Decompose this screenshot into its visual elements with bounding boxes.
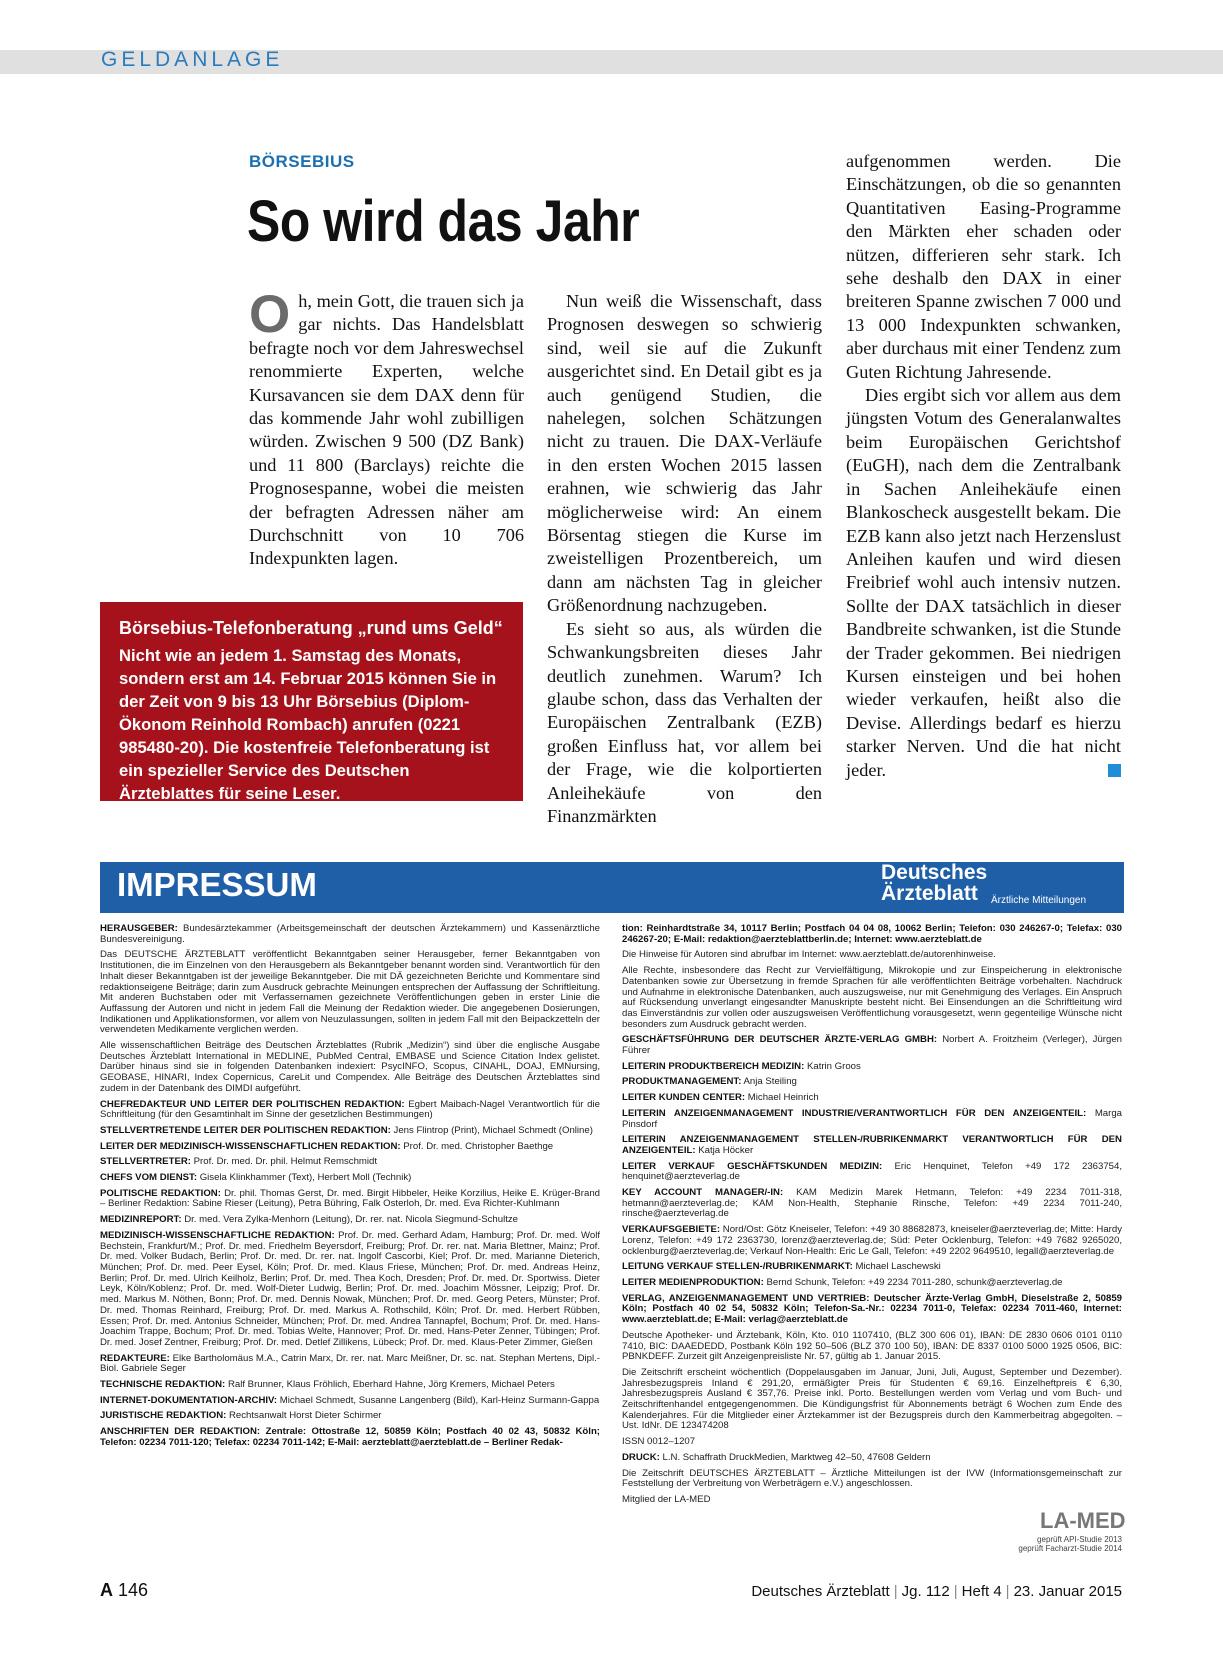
kicker: BÖRSEBIUS — [249, 152, 355, 171]
impressum-text: Elke Bartholomäus M.A., Catrin Marx, Dr. rer. nat. Marc Meißner, Dr. sc. nat. Stephan Mertens, Dipl.-Biol. Gabriele Seger — [100, 1352, 600, 1375]
footer-journal: Deutsches Ärzteblatt — [751, 1583, 890, 1600]
impressum-text: L.N. Schaffrath DruckMedien, Marktweg 42–50, 47608 Geldern — [662, 1451, 931, 1463]
impressum-label: CHEFS VOM DIENST: — [100, 1172, 198, 1184]
article-paragraph: aufgenommen werden. Die Einschätzungen, ob die so genannten Quantitativen Easing-Programme den Märkten eher schaden oder nützen, differieren sehr stark. Ich sehe deshalb den DAX in einer breiteren Spanne zwischen 7 000 und 13 000 Indexpunkten schwanken, aber durchaus mit einer Tendenz zum Guten Richtung Jahresende. — [846, 151, 1121, 382]
lamed-sub-1: geprüft API-Studie 2013 — [1037, 1535, 1122, 1544]
page-prefix: A — [100, 1580, 113, 1600]
impressum-entry — [622, 1278, 1122, 1289]
impressum-label: INTERNET-DOKUMENTATION-ARCHIV: — [100, 1394, 278, 1406]
impressum-text: Die Zeitschrift DEUTSCHES ÄRZTEBLATT – Ärztliche Mitteilungen ist der IVW (Informationsgemeinschaft zur Feststellung der Verbreitung von Werbeträgern e.V.) angeschlossen. — [622, 1467, 1122, 1490]
impressum-label: ANSCHRIFTEN DER REDAKTION: Zentrale: Ottostraße 12, 50859 Köln; Postfach 40 02 43, 50832 Köln; Telefon: 02234 7011-120; Telefax: 02234 7011-142; E-Mail: aerzteblatt@aerzteblatt.de – Berliner Redak- — [100, 1426, 600, 1448]
impressum-entry — [100, 1380, 600, 1391]
impressum-entry — [622, 1294, 1122, 1326]
logo-line-1: Deutsches — [881, 861, 988, 884]
impressum-entry — [622, 1188, 1122, 1220]
impressum-entry — [622, 966, 1122, 1030]
article-column-3 — [846, 150, 1121, 782]
impressum-entry — [100, 1231, 600, 1349]
impressum-entry — [100, 1157, 600, 1168]
impressum-entry — [100, 1411, 600, 1422]
impressum-text: Bernd Schunk, Telefon: +49 2234 7011-280, schunk@aerzteverlag.de — [766, 1276, 1063, 1288]
impressum-label: JURISTISCHE REDAKTION: — [100, 1410, 227, 1422]
impressum-label: LEITER VERKAUF GESCHÄFTSKUNDEN MEDIZIN: — [622, 1160, 883, 1172]
impressum-text: Alle Rechte, insbesondere das Recht zur Vervielfältigung, Mikrokopie und zur Einspeicherung in elektronische Datenbanken sowie zur Übersetzung in fremde Sprachen für alle veröffentlichten Beiträge vorbehalten. Nachdruck und Aufnahme in elektronische Datenbanken, auch auszugsweise, nur mit Genehmigung des Verlages. Ein Anspruch auf Rücksendung unverlangt eingesandter Manuskripte besteht nicht. Bei Einsendungen an die Schriftleitung wird das Einverständnis zur vollen oder auszugsweisen Veröffentlichung vorausgesetzt, wenn gegenteilige Wünsche nicht besonders zum Ausdruck gebracht werden. — [622, 965, 1122, 1030]
impressum-text: Prof. Dr. med. Gerhard Adam, Hamburg; Prof. Dr. med. Wolf Bechstein, Frankfurt/M.; Prof. Dr. med. Friedhelm Beyersdorf, Freiburg; Prof. Dr. rer. nat. Maria Blettner, Mainz; Prof. Dr. med. Volker Budach, Berlin; Prof. Dr. med. Dr. rer. nat. Ingolf Cascorbi, Kiel; Prof. Dr. med. Marianne Dieterich, München; Prof. Dr. med. Peer Eysel, Köln; Prof. Dr. med. Klaus Friese, München; Prof. Dr. med. Andreas Heinz, Berlin; Prof. Dr. med. Ulrich Keilholz, Berlin; Prof. Dr. med. Thea Koch, Dresden; Prof. Dr. med. Dr. Sportwiss. Dieter Leyk, Köln/Koblenz; Prof. Dr. med. Wolf-Dieter Ludwig, Berlin; Prof. Dr. med. Joachim Mössner, Leipzig; Prof. Dr. med. Markus M. Nöthen, Bonn; Prof. Dr. med. Dennis Nowak, München; Prof. Dr. med. Georg Peters, Münster; Prof. Dr. med. Thomas Reinhard, Freiburg; Prof. Dr. med. Markus A. Rothschild, Köln; Prof. Dr. med. Herbert Rübben, Essen; Prof. Dr. med. Antonius Schneider, München; Prof. Dr. med. Andrea Tannapfel, Bochum; Prof. Dr. med. Hans-Joachim Trappe, Bochum; Prof. Dr. med. Tobias Welte, Hannover; Prof. Dr. med. Hans-Peter Zenner, Tübingen; Prof. Dr. med. Josef Zentner, Freiburg; Prof. Dr. med. Detlef Zillikens, Lübeck; Prof. Dr. med. Klaus-Peter Zimmer, Gießen — [100, 1229, 600, 1348]
footer-volume: Jg. 112 — [901, 1583, 950, 1600]
impressum-entry — [100, 1100, 600, 1121]
impressum-text: Prof. Dr. med. Dr. phil. Helmut Remschmidt — [193, 1156, 378, 1168]
impressum-text: ISSN 0012–1207 — [622, 1436, 696, 1448]
impressum-label: STELLVERTRETER: — [100, 1156, 191, 1168]
impressum-entry — [622, 1162, 1122, 1183]
impressum-left-column — [100, 924, 600, 1454]
article-text: Dies ergibt sich vor allem aus dem jüngsten Votum des Generalanwaltes beim Europäischen Gerichtshof (EuGH), nach dem die Zentralbank in Sachen Anleihekäufe einen Blankoscheck ausgestellt bekam. Die EZB kann also jetzt nach Herzenslust Anleihen kaufen und wird diesen Freibrief wohl auch intensiv nutzen. Sollte der DAX tatsächlich in dieser Bandbreite schwanken, ist die Stunde der Trader gekommen. Bei niedrigen Kursen einsteigen und bei hohen wieder verkaufen, heißt also die Devise. Allerdings bedarf es hierzu starker Nerven. Und die hat nicht jeder. — [846, 385, 1121, 780]
impressum-entry — [622, 1453, 1122, 1464]
impressum-entry — [622, 1062, 1122, 1073]
impressum-label: STELLVERTRETENDE LEITER DER POLITISCHEN REDAKTION: — [100, 1124, 391, 1136]
impressum-label: PRODUKTMANAGEMENT: — [622, 1076, 742, 1088]
impressum-label: LEITER DER MEDIZINISCH-WISSENSCHAFTLICHEN REDAKTION: — [100, 1140, 401, 1152]
impressum-text: Deutsche Apotheker- und Ärztebank, Köln, Kto. 010 1107410, (BLZ 300 606 01), IBAN: DE 2830 0606 0101 0110 7410, BIC: DAAEDEDD, Postbank Köln 192 50–506 (BLZ 370 100 50), IBAN: DE 8337 0100 5000 1925 0506, BIC: PBNKDEFF. Zurzeit gilt Anzeigenpreisliste Nr. 57, gültig ab 1. Januar 2015. — [622, 1329, 1122, 1363]
impressum-entry — [622, 1077, 1122, 1088]
impressum-label: GESCHÄFTSFÜHRUNG DER DEUTSCHER ÄRZTE-VERLAG GMBH: — [622, 1034, 938, 1046]
impressum-text: Michael Schmedt, Susanne Langenberg (Bild), Karl-Heinz Surmann-Gappa — [279, 1394, 600, 1406]
impressum-entry — [622, 1035, 1122, 1056]
impressum-text: Jens Flintrop (Print), Michael Schmedt (Online) — [393, 1124, 593, 1136]
impressum-text: Michael Heinrich — [747, 1092, 819, 1104]
impressum-entry — [622, 1225, 1122, 1257]
impressum-text: Katrin Groos — [806, 1060, 861, 1072]
impressum-text: Norbert A. Froitzheim (Verleger), Jürgen Führer — [622, 1034, 1122, 1057]
impressum-entry — [622, 1368, 1122, 1432]
impressum-label: LEITUNG VERKAUF STELLEN-/RUBRIKENMARKT: — [622, 1261, 853, 1273]
impressum-entry — [622, 1331, 1122, 1363]
impressum-right-column — [622, 924, 1122, 1511]
impressum-text: Anja Steiling — [743, 1076, 797, 1088]
impressum-text: Marga Pinsdorf — [622, 1107, 1123, 1130]
impressum-label: VERKAUFSGEBIETE: — [622, 1224, 721, 1236]
logo-subtitle: Ärztliche Mitteilungen — [991, 895, 1087, 906]
page-number — [100, 1580, 148, 1601]
impressum-label: LEITERIN PRODUKTBEREICH MEDIZIN: — [622, 1060, 805, 1072]
footer-issue: Heft 4 — [961, 1583, 1002, 1600]
impressum-entry — [622, 1109, 1122, 1130]
info-box — [100, 602, 523, 801]
article-column-2 — [547, 290, 822, 828]
impressum-label: LEITERIN ANZEIGENMANAGEMENT STELLEN-/RUBRIKENMARKT VERANTWORTLICH FÜR DEN ANZEIGENTEIL: — [622, 1134, 1122, 1156]
impressum-label: LEITER MEDIENPRODUKTION: — [622, 1276, 764, 1288]
impressum-entry — [100, 1189, 600, 1210]
impressum-entry — [100, 1354, 600, 1375]
info-box-title: Börsebius-Telefonberatung „rund ums Geld“ — [119, 618, 503, 638]
impressum-label: REDAKTEURE: — [100, 1352, 170, 1364]
info-box-body: Nicht wie an jedem 1. Samstag des Monats, sondern erst am 14. Februar 2015 können Sie in der Zeit von 9 bis 13 Uhr Börsebius (Diplom-Ökonom Reinhold Rombach) anrufen (0221 985480-20). Die kostenfreie Telefonberatung ist ein spezieller Service des Deutschen Ärzteblattes für seine Leser. — [119, 646, 497, 803]
impressum-label: KEY ACCOUNT MANAGER/-IN: — [622, 1187, 784, 1199]
impressum-text: Katja Höcker — [698, 1144, 754, 1156]
impressum-label: tion: Reinhardtstraße 34, 10117 Berlin; Postfach 04 04 08, 10062 Berlin; Telefon: 030 246267-0; Telefax: 030 246267-20; E-Mail: redaktion@aerzteblattberlin.de; Internet: www.aerzteblatt.de — [622, 923, 1122, 945]
impressum-label: LEITER KUNDEN CENTER: — [622, 1092, 746, 1104]
impressum-label: LEITERIN ANZEIGENMANAGEMENT INDUSTRIE/VERANTWORTLICH FÜR DEN ANZEIGENTEIL: — [622, 1107, 1087, 1119]
footer-info: Deutsches Ärzteblatt | Jg. 112 | Heft 4 | 23. Januar 2015 — [751, 1583, 1122, 1600]
impressum-text: Die Zeitschrift erscheint wöchentlich (Doppelausgaben im Januar, Juni, Juli, August, September und Dezember). Jahresbezugspreis Inland € 291,20, ermäßigter Preis für Studenten € 69,16. Einzelheftpreis € 6,30, Jahresbezugspreis Ausland € 357,76. Preise inkl. Porto. Bestellungen werden vom Verlag und vom Buch- und Zeitschriftenhandel entgegengenommen. Die Kündigungsfrist für Abonnements beträgt 6 Wochen zum Ende des Kalenderjahres. Für die Mitglieder einer Ärztekammer ist der Bezugspreis durch den Kammerbeitrag abgegolten. – Ust. IdNr. DE 123474208 — [622, 1366, 1122, 1432]
impressum-label: DRUCK: — [622, 1451, 660, 1463]
impressum-label: POLITISCHE REDAKTION: — [100, 1187, 221, 1199]
impressum-label: MEDIZINISCH-WISSENSCHAFTLICHE REDAKTION: — [100, 1229, 335, 1241]
impressum-entry — [622, 1495, 1122, 1506]
section-label: GELDANLAGE — [101, 48, 284, 71]
article-column-1 — [249, 285, 524, 571]
article-paragraph: h, mein Gott, die trauen sich ja gar nichts. Das Handelsblatt befragte noch vor dem Jahreswechsel renommierte Experten, welche Kursavancen sie dem DAX denn für das kommende Jahr wohl zubilligen würden. Zwischen 9 500 (DZ Bank) und 11 800 (Barclays) reichte die Prognosespanne, wobei die meisten der befragten Adressen näher am Durchschnitt von 10 706 Indexpunkten lagen. — [249, 291, 524, 569]
headline: So wird das Jahr — [247, 189, 640, 254]
impressum-label: VERLAG, ANZEIGENMANAGEMENT UND VERTRIEB: Deutscher Ärzte-Verlag GmbH, Dieselstraße 2, 50859 Köln; Postfach 40 02 54, 50832 Köln; Telefon-Sa.-Nr.: 02234 7011-0, Telefax: 02234 7011-460, Internet: www.aerzteblatt.de; E-Mail: verlag@aerzteblatt.de — [622, 1292, 1122, 1326]
impressum-entry — [622, 1469, 1122, 1490]
impressum-entry — [100, 1041, 600, 1095]
impressum-text: KAM Medizin Marek Hetmann, Telefon: +49 2234 7011-318, hetmann@aerzteverlag.de; KAM Non-Health, Stephanie Rinsche, Telefon: +49 2234 7011-240, rinsche@aerzteverlag.de — [622, 1187, 1122, 1220]
impressum-label: CHEFREDAKTEUR UND LEITER DER POLITISCHEN REDAKTION: — [100, 1098, 405, 1110]
impressum-label: MEDIZINREPORT: — [100, 1214, 182, 1226]
impressum-entry — [622, 1135, 1122, 1156]
impressum-entry — [100, 1142, 600, 1153]
impressum-text: Gisela Klinkhammer (Text), Herbert Moll (Technik) — [199, 1172, 412, 1184]
article-paragraph — [846, 384, 1121, 782]
impressum-text: Nord/Ost: Götz Kneiseler, Telefon: +49 30 88682873, kneiseler@aerzteverlag.de; Mitte: Hardy Lorenz, Telefon: +49 172 2363730, lorenz@aerzteverlag.de; Süd: Peter Ocklenburg, Telefon: +49 7682 9265020, ocklenburg@aerzteverlag.de; Verkauf Non-Health: Eric Le Gall, Telefon: +49 2202 9649510, legall@aerzteverlag.de — [622, 1224, 1122, 1257]
impressum-entry — [622, 950, 1122, 961]
impressum-label: TECHNISCHE REDAKTION: — [100, 1379, 226, 1391]
impressum-text: Eric Henquinet, Telefon +49 172 2363754, henquinet@aerzteverlag.de — [622, 1160, 1123, 1183]
impressum-text: Rechtsanwalt Horst Dieter Schirmer — [229, 1410, 382, 1422]
footer-date: 23. Januar 2015 — [1013, 1583, 1122, 1600]
impressum-text: Alle wissenschaftlichen Beiträge des Deutschen Ärzteblattes (Rubrik „Medizin“) sind über die englische Ausgabe Deutsches Ärzteblatt International in MEDLINE, PubMed Central, EMBASE und Science Citation Index gelistet. Darüber hinaus sind sie in folgenden Datenbanken indexiert: PsycINFO, Scopus, CINAHL, DOAJ, EMNursing, GEOBASE, HINARI, Index Copernicus, CareLit und Compendex. Alle Beiträge des Deutschen Ärzteblattes sind zudem in der Datenbank des DIMDI aufgeführt. — [100, 1040, 600, 1094]
end-mark — [1108, 764, 1121, 777]
lamed-sub-2: geprüft Facharzt-Studie 2014 — [1018, 1544, 1122, 1553]
impressum-text: Bundesärztekammer (Arbeitsgemeinschaft der deutschen Ärztekammern) und Kassenärztliche Bundesvereinigung. — [100, 923, 601, 945]
impressum-text: Dr. phil. Thomas Gerst, Dr. med. Birgit Hibbeler, Heike Korzilius, Heike E. Krüger-Brand – Berliner Redaktion: Sabine Rieser (Leitung), Petra Bühring, Falk Osterloh, Dr. med. Eva Richter-Kuhlmann — [100, 1187, 600, 1210]
impressum-entry — [100, 1215, 600, 1226]
impressum-text: Prof. Dr. med. Christopher Baethge — [403, 1140, 554, 1152]
impressum-entry — [622, 1093, 1122, 1104]
impressum-text: Ralf Brunner, Klaus Fröhlich, Eberhard Hahne, Jörg Kremers, Michael Peters — [227, 1379, 555, 1391]
impressum-entry — [100, 1173, 600, 1184]
lamed-subtitle — [1018, 1535, 1122, 1553]
drop-cap: O — [249, 285, 291, 344]
impressum-title: IMPRESSUM — [117, 866, 317, 903]
impressum-entry — [100, 924, 600, 945]
page-number-value: 146 — [118, 1580, 149, 1600]
impressum-text: Dr. med. Vera Zylka-Menhorn (Leitung), Dr. rer. nat. Nicola Siegmund-Schultze — [184, 1214, 519, 1226]
lamed-logo: LA-MED — [1040, 1508, 1126, 1533]
impressum-entry — [622, 924, 1122, 945]
impressum-entry — [622, 1437, 1122, 1448]
impressum-text: Die Hinweise für Autoren sind abrufbar im Internet: www.aerzteblatt.de/autorenhinweise. — [622, 949, 996, 961]
impressum-entry — [100, 1126, 600, 1137]
impressum-entry — [100, 1427, 600, 1448]
impressum-text: Michael Laschewski — [855, 1261, 941, 1273]
logo-line-2: Ärzteblatt — [881, 882, 978, 905]
impressum-entry — [100, 1396, 600, 1407]
impressum-entry — [100, 950, 600, 1036]
impressum-text: Egbert Maibach-Nagel Verantwortlich für die Schriftleitung (für den Gesamtinhalt im Sinne der gesetzlichen Bestimmungen) — [100, 1098, 600, 1121]
article-paragraph: Nun weiß die Wissenschaft, dass Prognosen deswegen so schwierig sind, weil sie auf die Zukunft ausgerichtet sind. En Detail gibt es ja auch genügend Studien, die nahelegen, solchen Schätzungen nicht zu trauen. Die DAX-Verläufe in den ersten Wochen 2015 lassen erahnen, wie schwierig das Jahr möglicherweise wird: An einem Börsentag stiegen die Kurse im zweistelligen Prozentbereich, um dann am nächsten Tag in gleicher Größenordnung nachzugeben. — [547, 291, 822, 616]
impressum-label: HERAUSGEBER: — [100, 923, 178, 934]
impressum-text: Mitglied der LA-MED — [622, 1493, 711, 1505]
impressum-text: Das DEUTSCHE ÄRZTEBLATT veröffentlicht Bekanntgaben seiner Herausgeber, ferner Bekanntgaben von Institutionen, die im Einzelnen von den Herausgebern als Bekanntgeber benannt worden sind. Verantwortlich für den Inhalt dieser Bekanntgaben ist der jeweilige Bekanntgeber. Die mit DÄ gezeichneten Berichte und Kommentare sind redaktionseigene Beiträge; darin zum Ausdruck gebrachte Meinungen entsprechen der Auffassung der Schriftleitung. Mit anderen Buchstaben oder mit Verfassernamen gezeichnete Veröffentlichungen geben in erster Linie die Auffassung der Autoren und nicht in jedem Fall die Meinung der Redaktion wieder. Die angegebenen Dosierungen, Indikationen und Applikationsformen, vor allem von Neuzulassungen, sollten in jedem Fall mit den Beipackzetteln der verwendeten Medikamente verglichen werden. — [100, 949, 600, 1036]
impressum-entry — [622, 1262, 1122, 1273]
article-paragraph: Es sieht so aus, als würden die Schwankungsbreiten dieses Jahr deutlich zunehmen. Warum? Ich glaube schon, dass das Verhalten der Europäischen Zentralbank (EZB) großen Einfluss hat, vor allem bei der Frage, wie die kolportierten Anleihekäufe von den Finanzmärkten — [547, 618, 822, 826]
